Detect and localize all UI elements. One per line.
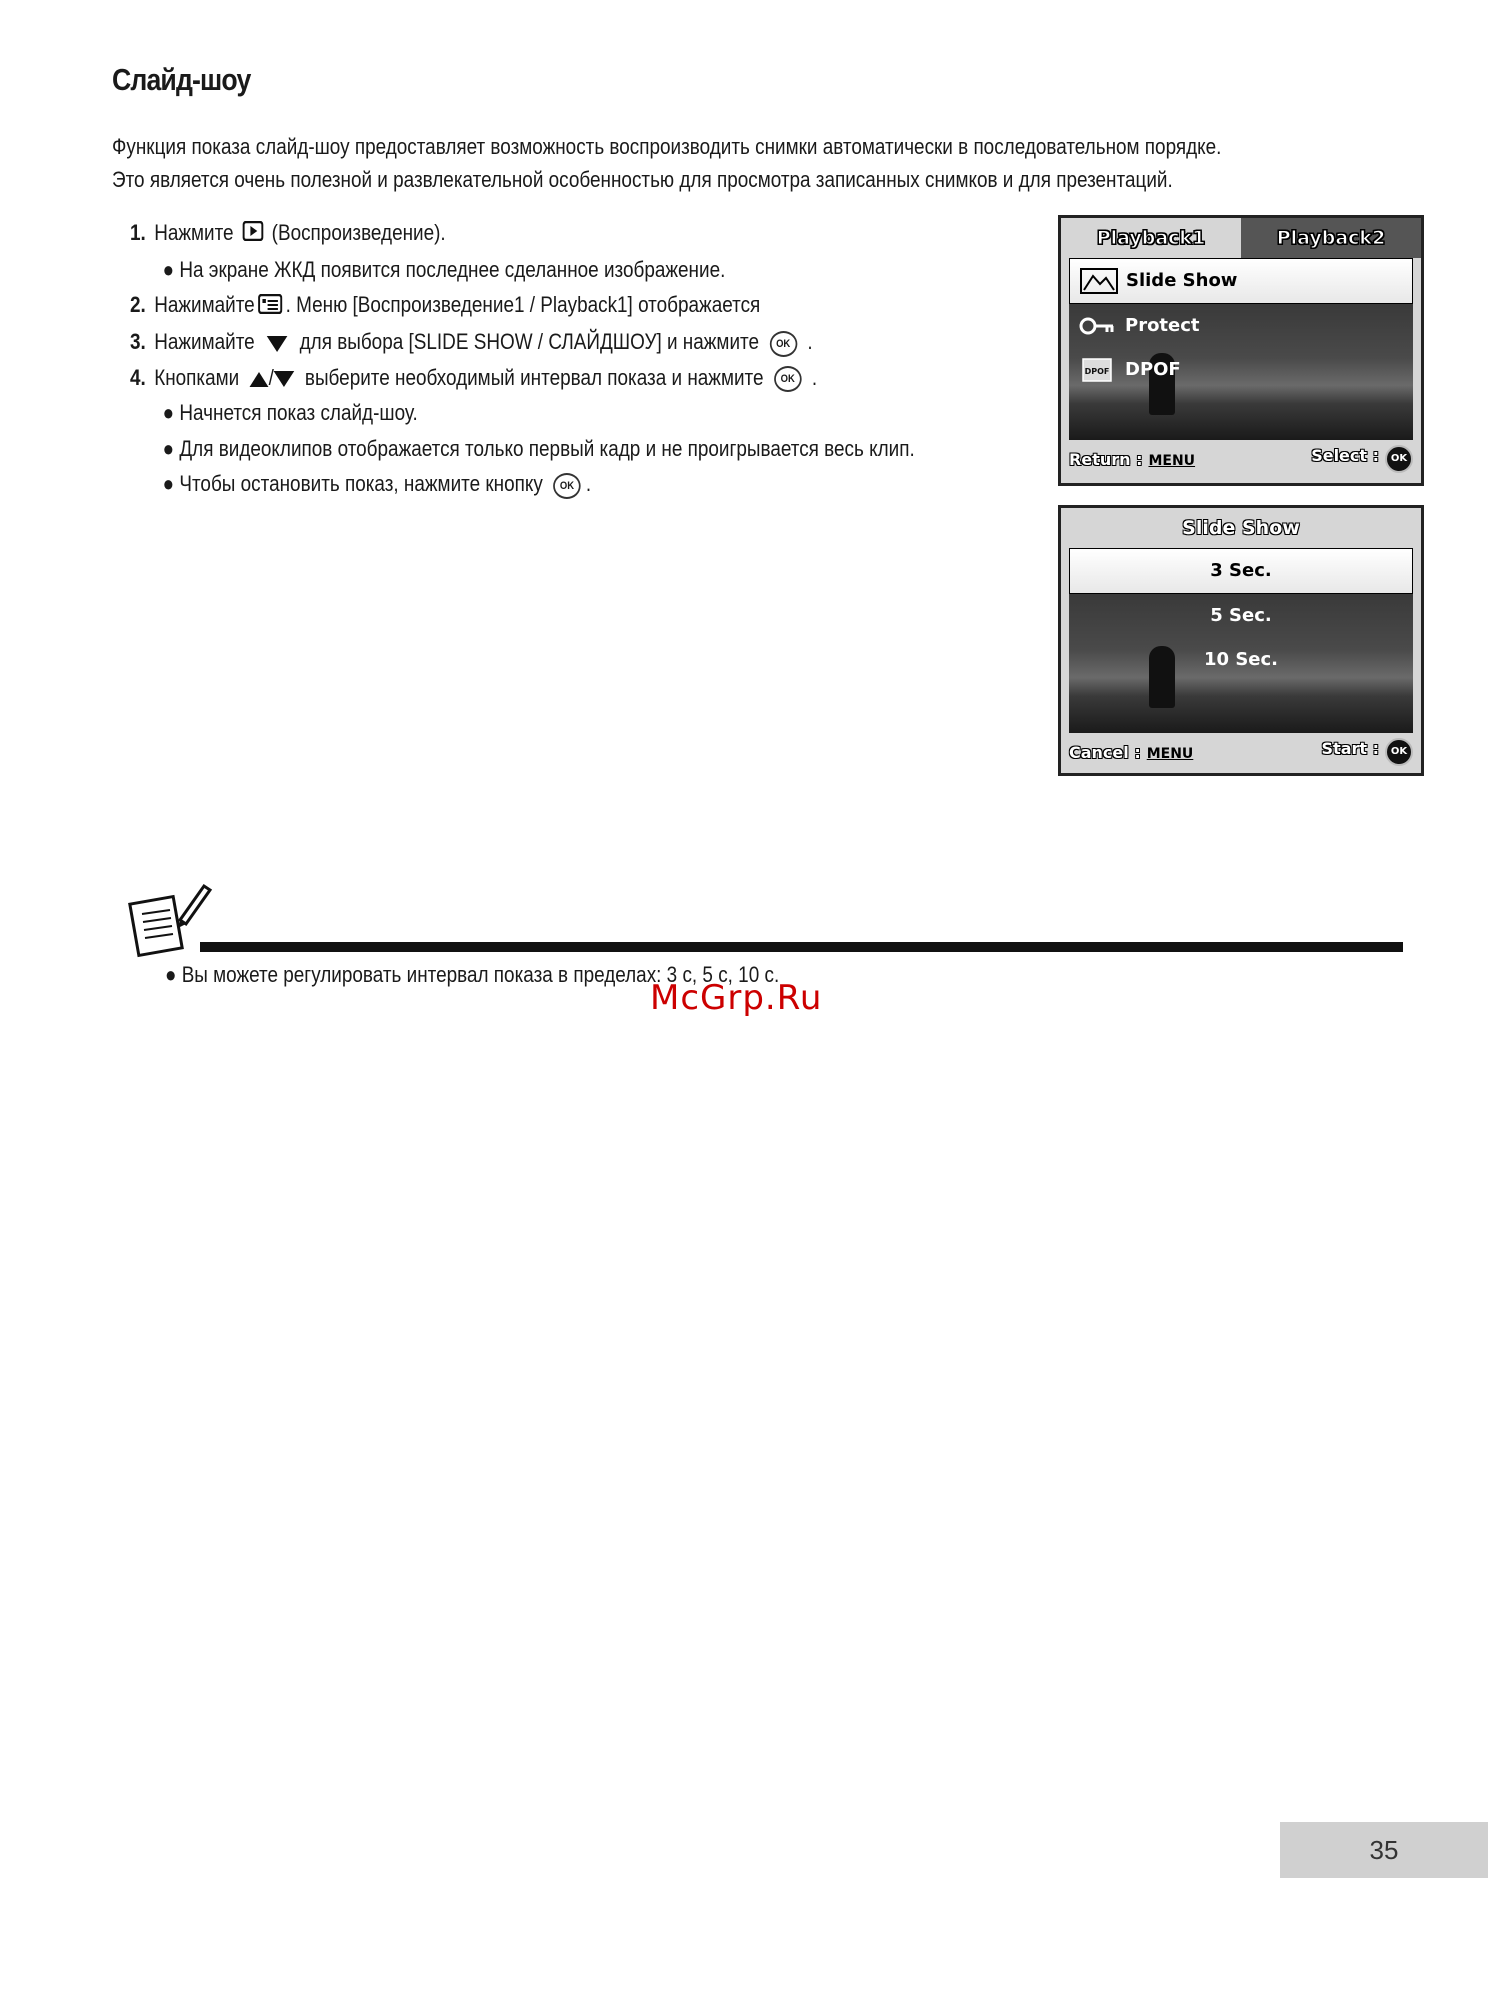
page-number: 35 <box>1280 1822 1488 1878</box>
step-text: выберите необходимый интервал показа и нажмите <box>304 364 764 390</box>
menu-icon <box>258 289 282 325</box>
ok-key-icon: OK <box>1385 738 1413 766</box>
step-4-bullet: ● Для видеоклипов отображается только первый кадр и не проигрывается весь клип. <box>162 435 915 461</box>
menu-item-label: Protect <box>1125 315 1200 336</box>
intro-line: Функция показа слайд-шоу предоставляет возможность воспроизводить снимки автоматически в последовательном порядке. <box>112 134 1222 159</box>
lcd-footer <box>1061 440 1421 478</box>
menu-item-label: Slide Show <box>1126 270 1238 291</box>
ok-button-icon: OK <box>769 331 797 357</box>
lcd-slide-show-interval <box>1058 505 1424 776</box>
playback-icon <box>242 216 263 252</box>
intro-paragraph <box>112 130 1402 196</box>
lcd-playback-menu <box>1058 215 1424 486</box>
down-arrow-icon <box>267 336 288 352</box>
interval-option[interactable]: 10 Sec. <box>1204 649 1278 670</box>
step-text: для выбора [SLIDE SHOW / СЛАЙДШОУ] и нажмите <box>299 329 759 355</box>
return-hint: Return : MENU <box>1069 449 1196 469</box>
step-1 <box>130 215 990 252</box>
tab-playback2[interactable]: Playback2 <box>1241 218 1421 258</box>
menu-item-dpof[interactable] <box>1069 348 1413 392</box>
lcd-footer <box>1061 733 1421 771</box>
slideshow-icon <box>1080 267 1118 293</box>
step-2 <box>130 287 990 324</box>
step-4-bullet: ● Начнется показ слайд-шоу. <box>162 400 418 426</box>
note-divider <box>200 942 1403 952</box>
menu-key: MENU <box>1146 745 1194 762</box>
step-number: 1. <box>130 220 146 245</box>
step-end: . <box>807 329 813 355</box>
step-text: Кнопками <box>154 364 240 390</box>
ok-key-icon: OK <box>1385 445 1413 473</box>
menu-key: MENU <box>1148 452 1196 469</box>
ok-button-icon: OK <box>774 366 802 392</box>
note-pencil-icon <box>128 880 214 969</box>
page-title: Слайд-шоу <box>112 62 251 97</box>
step-text: (Воспроизведение). <box>271 220 446 245</box>
select-hint: Select : OK <box>1311 445 1413 473</box>
svg-text:DPOF: DPOF <box>1084 367 1110 376</box>
lcd-tabs <box>1061 218 1421 258</box>
up-down-arrow-icon: / <box>250 365 295 390</box>
step-text: Нажмите <box>154 220 234 245</box>
menu-item-slide-show[interactable] <box>1069 258 1413 304</box>
key-icon <box>1079 312 1117 338</box>
step-4-bullet: ● Чтобы остановить показ, нажмите кнопку OK . <box>130 466 990 502</box>
step-4 <box>130 360 990 396</box>
step-number: 4. <box>130 364 146 390</box>
ok-button-icon: OK <box>553 473 581 499</box>
start-hint: Start : OK <box>1322 738 1413 766</box>
step-text: . Меню [Воспроизведение1 / Playback1] отображается <box>285 292 761 318</box>
menu-item-label: DPOF <box>1125 359 1181 380</box>
step-end: . <box>811 364 818 390</box>
step-text: Нажимайте <box>154 292 255 318</box>
tab-playback1[interactable]: Playback1 <box>1061 218 1241 258</box>
lcd-header: Slide Show <box>1182 517 1300 539</box>
interval-option[interactable]: 5 Sec. <box>1210 605 1272 626</box>
step-1-bullet: ● На экране ЖКД появится последнее сделанное изображение. <box>162 256 726 282</box>
cancel-hint: Cancel : MENU <box>1069 742 1194 762</box>
step-number: 2. <box>130 292 146 318</box>
dpof-icon <box>1079 356 1117 382</box>
step-3 <box>130 324 990 360</box>
steps-list <box>130 215 990 502</box>
watermark: McGrp.Ru <box>650 978 823 1018</box>
step-number: 3. <box>130 329 146 355</box>
note-text: ● Вы можете регулировать интервал показа в пределах: 3 с, 5 с, 10 с. <box>165 962 780 987</box>
menu-item-protect[interactable] <box>1069 304 1413 348</box>
lcd-background-photo <box>1069 548 1413 733</box>
lcd-background-photo <box>1069 258 1413 440</box>
step-text: Нажимайте <box>154 329 255 355</box>
intro-line: Это является очень полезной и развлекательной особенностью для просмотра записанных снимков и для презентаций. <box>112 167 1173 192</box>
interval-option[interactable]: 3 Sec. <box>1069 548 1413 594</box>
